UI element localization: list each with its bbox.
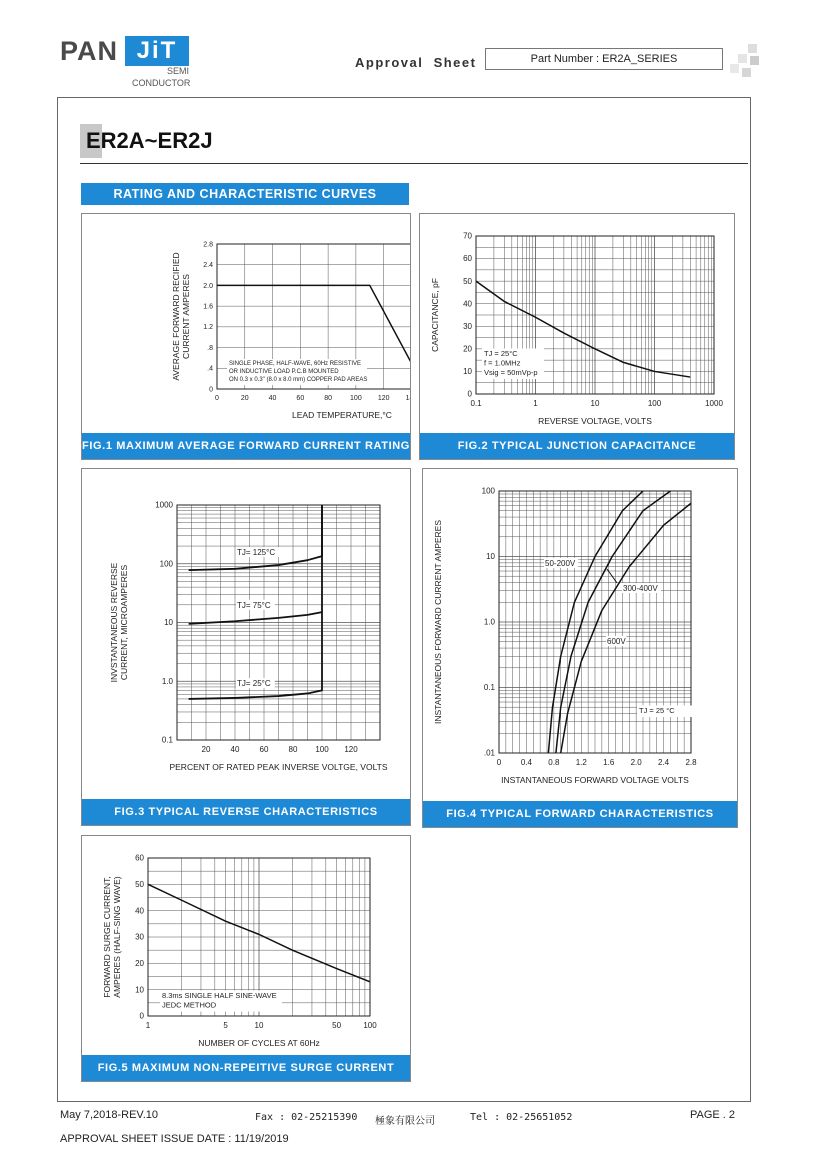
fig2-x-tick-label: 100: [647, 399, 662, 408]
fig4-x-tick-label: 2.8: [685, 758, 697, 767]
fig4-x-tick-label: 0: [496, 758, 502, 767]
fig4-y-axis-label: INSTANTANEOUS FORWARD CURRENT AMPERES: [433, 519, 443, 725]
fig4-series-label: 300-400V: [623, 584, 658, 593]
fig1-y-tick-label: .4: [207, 365, 213, 373]
part-number: Part Number : ER2A_SERIES: [485, 48, 723, 70]
fig2-y-tick-label: 50: [463, 276, 472, 286]
fig1-x-tick-label: 120: [377, 395, 390, 402]
fig1-y-tick-label: 1.2: [203, 324, 213, 332]
fig1-y-tick-label: 0: [209, 386, 213, 394]
fig5-x-tick-label: 5: [223, 1021, 228, 1030]
fig3-x-tick-label: 40: [230, 745, 240, 754]
fig4-y-tick-label: .01: [483, 748, 495, 758]
fig5-y-axis-label: AMPERES (HALF-SING WAVE): [112, 876, 122, 998]
fig4-series-label: 50-200V: [545, 559, 576, 568]
fig5-x-tick-label: 10: [254, 1021, 264, 1030]
fig3-y-tick-label: 1.0: [161, 676, 173, 686]
footer-date: May 7,2018-REV.10: [60, 1109, 159, 1121]
fig3-x-tick-label: 60: [259, 745, 269, 754]
fig2-y-tick-label: 40: [463, 299, 472, 309]
fig3-series-label: TJ= 25°C: [237, 679, 271, 689]
logo-semi: SEMI: [167, 66, 190, 76]
fig3-y-axis-label: CURRENT, MICROAMPERES: [119, 564, 129, 681]
fig5-caption: FIG.5 MAXIMUM NON-REPEITIVE SURGE CURRENT: [82, 1055, 410, 1081]
fig1-x-tick-label: 40: [268, 395, 277, 402]
fig1-y-axis-label: AVERAGE FORWARD RECIFIED: [171, 252, 181, 381]
fig1-x-axis-label: LEAD TEMPERATURE,°C: [292, 410, 392, 420]
fig1-x-tick-label: 20: [240, 395, 249, 402]
footer-fax: Fax : 02-25215390: [255, 1112, 358, 1123]
fig2-y-tick-label: 30: [463, 321, 472, 331]
fig1-x-tick-label: 100: [350, 395, 362, 402]
fig1-x-tick-label: 60: [296, 395, 305, 402]
fig2-x-tick-label: 1000: [705, 399, 723, 408]
fig2-y-axis-label: CAPACITANCE, pF: [430, 278, 440, 352]
fig1-chart: [82, 214, 410, 433]
fig5-y-tick-label: 30: [135, 932, 144, 942]
fig4-y-tick-label: 10: [486, 552, 495, 562]
fig2-x-tick-label: 0.1: [470, 399, 482, 408]
approval-sheet-label: Approval Sheet: [355, 55, 477, 70]
fig2-x-tick-label: 1: [533, 399, 538, 408]
fig4-x-tick-label: 2.0: [630, 758, 642, 767]
fig2-panel: [419, 213, 735, 460]
fig3-x-tick-label: 100: [315, 745, 329, 754]
fig1-y-tick-label: .8: [207, 344, 213, 352]
fig2-y-tick-label: 70: [463, 231, 472, 241]
title-rule: [80, 163, 748, 164]
fig5-x-tick-label: 100: [363, 1021, 377, 1030]
footer-tel: Tel : 02-25651052: [470, 1112, 573, 1123]
fig3-series-label: TJ= 125°C: [237, 548, 276, 558]
fig2-y-tick-label: 60: [463, 254, 472, 264]
fig5-y-tick-label: 10: [135, 985, 144, 995]
fig5-y-tick-label: 50: [135, 880, 144, 889]
fig2-y-tick-label: 20: [463, 344, 472, 354]
fig1-annotation: OR INDUCTIVE LOAD P.C.B MOUNTED: [229, 369, 339, 375]
fig1-y-tick-label: 2.8: [203, 241, 213, 249]
fig5-annotation: JEDC METHOD: [162, 1000, 217, 1010]
fig5-panel: [81, 835, 411, 1082]
fig4-y-tick-label: 0.1: [483, 683, 495, 693]
decor-squares-icon: [728, 42, 762, 82]
fig1-panel: [81, 213, 411, 460]
fig3-x-tick-label: 80: [288, 745, 298, 754]
fig3-chart: [82, 469, 410, 799]
fig1-caption: FIG.1 MAXIMUM AVERAGE FORWARD CURRENT RATING: [82, 433, 410, 459]
section-title: RATING AND CHARACTERISTIC CURVES: [81, 183, 409, 205]
fig1-y-tick-label: 2.0: [203, 282, 213, 290]
fig5-x-tick-label: 1: [145, 1021, 151, 1030]
logo-pan: PAN: [60, 36, 119, 66]
footer-company: 極象有限公司: [375, 1116, 435, 1127]
fig5-y-tick-label: 20: [135, 959, 144, 968]
fig2-annotation: TJ = 25°C: [484, 349, 518, 358]
fig3-panel: [81, 468, 411, 826]
fig3-y-tick-label: 100: [159, 559, 173, 569]
fig4-panel: [422, 468, 738, 828]
fig2-y-tick-label: 10: [463, 367, 472, 377]
fig5-y-axis-label: FORWARD SURGE CURRENT,: [102, 876, 112, 998]
fig2-annotation: f = 1.0MHz: [484, 358, 521, 368]
fig2-y-tick-label: 0: [467, 389, 472, 399]
fig3-x-axis-label: PERCENT OF RATED PEAK INVERSE VOLTGE, VOLTS: [169, 762, 388, 772]
fig1-y-tick-label: 2.4: [203, 262, 213, 270]
fig1-x-tick-label: 1: [405, 395, 410, 402]
fig1-x-tick-label: 80: [324, 395, 333, 402]
footer-issue-date: APPROVAL SHEET ISSUE DATE : 11/19/2019: [60, 1133, 289, 1145]
fig4-series-label: 600V: [607, 637, 626, 646]
fig3-y-axis-label: INVSTANTANEOUS REVERSE: [109, 562, 119, 683]
fig1-y-axis-label: CURRENT AMPERES: [181, 274, 191, 359]
fig4-y-tick-label: 100: [481, 486, 495, 496]
fig1-y-tick-label: 1.6: [203, 303, 213, 311]
fig5-annotation: 8.3ms SINGLE HALF SINE-WAVE: [162, 991, 277, 1000]
fig3-series-line: [189, 612, 322, 624]
fig5-y-tick-label: 40: [135, 906, 144, 916]
fig4-x-tick-label: 1.6: [603, 758, 615, 767]
fig4-x-axis-label: INSTANTANEOUS FORWARD VOLTAGE VOLTS: [501, 775, 689, 785]
fig3-series-line: [189, 505, 322, 570]
fig1-annotation: SINGLE PHASE, HALF-WAVE, 60Hz RESISTIVE: [229, 361, 362, 367]
fig5-x-tick-label: 50: [332, 1021, 342, 1030]
fig2-caption: FIG.2 TYPICAL JUNCTION CAPACITANCE: [420, 433, 734, 459]
fig5-chart: [82, 836, 410, 1055]
fig4-caption: FIG.4 TYPICAL FORWARD CHARACTERISTICS: [423, 801, 737, 827]
fig2-x-axis-label: REVERSE VOLTAGE, VOLTS: [538, 416, 652, 426]
fig5-y-tick-label: 60: [135, 853, 144, 863]
fig4-x-tick-label: 0.4: [520, 758, 532, 767]
fig4-y-tick-label: 1.0: [483, 617, 495, 627]
fig3-x-tick-label: 120: [344, 745, 358, 754]
fig1-x-tick-label: 0: [215, 395, 219, 402]
fig1-annotation: ON 0.3 x 0.3" (8.0 x 8.0 mm) COPPER PAD AREAS: [229, 377, 368, 383]
fig3-caption: FIG.3 TYPICAL REVERSE CHARACTERISTICS: [82, 799, 410, 825]
fig5-x-axis-label: NUMBER OF CYCLES AT 60Hz: [198, 1038, 320, 1048]
fig3-y-tick-label: 10: [164, 618, 173, 628]
fig4-annotation: TJ = 25 °C: [639, 706, 675, 715]
logo-conductor: CONDUCTOR: [132, 78, 191, 88]
fig3-y-tick-label: 0.1: [161, 735, 173, 745]
fig3-series-label: TJ= 75°C: [237, 600, 271, 610]
fig4-chart: [423, 469, 737, 801]
fig4-x-tick-label: 2.4: [658, 758, 670, 767]
fig4-x-tick-label: 0.8: [548, 758, 560, 767]
fig2-annotation: Vsig = 50mVp-p: [484, 368, 538, 377]
fig3-y-tick-label: 1000: [155, 500, 173, 510]
fig3-x-tick-label: 20: [201, 745, 211, 754]
fig2-x-tick-label: 10: [590, 399, 600, 408]
fig4-x-tick-label: 1.2: [575, 758, 587, 767]
logo-jit: JiT: [125, 36, 189, 66]
fig5-y-tick-label: 0: [139, 1011, 144, 1021]
footer-page: PAGE . 2: [690, 1109, 736, 1121]
fig2-chart: [420, 214, 734, 433]
page-title: ER2A~ER2J: [86, 128, 213, 153]
